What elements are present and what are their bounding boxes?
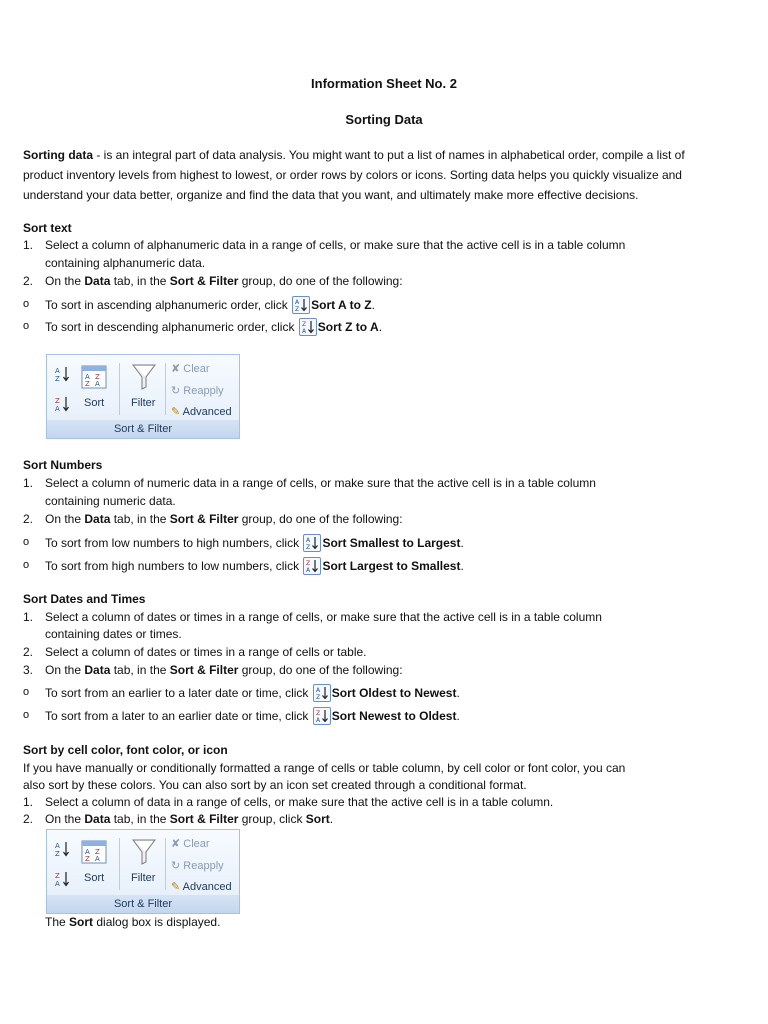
clear-button[interactable]: ✘ Clear	[171, 363, 210, 375]
advanced-filter-icon: ✎	[171, 406, 181, 418]
svg-text:Z: Z	[55, 375, 60, 383]
sort-dates-step1-cont: containing dates or times.	[45, 627, 182, 641]
sort-dialog-icon[interactable]	[81, 840, 107, 867]
sort-dates-bullet1: To sort from an earlier to a later date or time, click A Z Sort Oldest to Newest.	[45, 686, 460, 701]
sort-numbers-step1-cont: containing numeric data.	[45, 494, 176, 508]
ribbon-group-label: Sort & Filter	[47, 895, 239, 913]
step-number: 1.	[23, 476, 34, 490]
sort-button-label[interactable]: Sort	[84, 872, 105, 884]
svg-text:A: A	[295, 299, 300, 306]
clear-icon: ✘	[171, 838, 181, 850]
doc-subtitle: Sorting Data	[345, 112, 423, 127]
filter-button-label[interactable]: Filter	[131, 397, 156, 409]
svg-text:A: A	[55, 405, 60, 413]
filter-button-label[interactable]: Filter	[131, 872, 156, 884]
sort-ascending-icon[interactable]	[54, 365, 72, 386]
svg-text:A: A	[95, 855, 100, 863]
sort-filter-ribbon-group	[46, 354, 240, 439]
intro-paragraph-line2: product inventory levels from highest to lowest, or order rows by colors or icons. Sorting data helps you quickly visualize and	[23, 168, 682, 182]
svg-text:Z: Z	[306, 544, 311, 551]
sort-text-step1-cont: containing alphanumeric data.	[45, 256, 206, 270]
svg-text:Z: Z	[55, 397, 60, 405]
ribbon-divider	[165, 838, 166, 890]
sort-color-paragraph-line2: also sort by these colors. You can also sort by an icon set created through a conditional format.	[23, 778, 527, 792]
svg-text:Z: Z	[95, 373, 100, 381]
ribbon-group-label: Sort & Filter	[47, 420, 239, 438]
ribbon-divider	[165, 363, 166, 415]
sort-descending-icon[interactable]	[54, 395, 72, 416]
sort-text-bullet2: To sort in descending alphanumeric order, click Z A Sort Z to A.	[45, 320, 383, 335]
sort-color-heading: Sort by cell color, font color, or icon	[23, 743, 228, 757]
bullet: o	[23, 536, 30, 548]
sort-dates-heading: Sort Dates and Times	[23, 592, 146, 606]
sort-numbers-bullet1: To sort from low numbers to high numbers, click A Z Sort Smallest to Largest.	[45, 536, 464, 551]
sort-oldest-to-newest-icon[interactable]	[313, 684, 331, 702]
filter-funnel-icon[interactable]	[131, 363, 157, 394]
intro-term: Sorting data	[23, 148, 94, 162]
clear-icon: ✘	[171, 363, 181, 375]
sort-largest-to-smallest-icon[interactable]	[303, 557, 321, 575]
sort-text-step1: Select a column of alphanumeric data in a range of cells, or make sure that the active cell is in a table column	[45, 238, 626, 252]
sort-dates-step3: On the Data tab, in the Sort & Filter group, do one of the following:	[45, 663, 403, 677]
svg-text:A: A	[85, 373, 90, 381]
svg-text:Z: Z	[55, 850, 60, 858]
ribbon-divider	[119, 363, 120, 415]
svg-text:Z: Z	[306, 560, 311, 567]
sort-numbers-step1: Select a column of numeric data in a range of cells, or make sure that the active cell is in a table column	[45, 476, 596, 490]
sort-filter-ribbon-group	[46, 829, 240, 914]
sort-color-step1: Select a column of data in a range of cells, or make sure that the active cell is in a table column.	[45, 795, 554, 809]
sort-color-paragraph-line1: If you have manually or conditionally formatted a range of cells or table column, by cell color or font color, you can	[23, 761, 626, 775]
svg-text:Z: Z	[295, 306, 300, 313]
step-number: 3.	[23, 663, 34, 677]
sort-text-bullet1: To sort in ascending alphanumeric order, click A Z Sort A to Z.	[45, 298, 375, 313]
reapply-button[interactable]: ↻ Reapply	[171, 385, 224, 397]
sort-text-step2: On the Data tab, in the Sort & Filter group, do one of the following:	[45, 274, 403, 288]
svg-text:Z: Z	[315, 694, 320, 701]
sort-text-heading: Sort text	[23, 221, 72, 235]
svg-text:A: A	[301, 328, 306, 335]
svg-text:A: A	[85, 848, 90, 856]
bullet: o	[23, 320, 30, 332]
sort-color-step2: On the Data tab, in the Sort & Filter group, click Sort.	[45, 812, 334, 826]
sort-z-to-a-icon[interactable]	[299, 318, 317, 336]
step-number: 1.	[23, 610, 34, 624]
bullet: o	[23, 559, 30, 571]
advanced-button[interactable]: ✎ Advanced	[171, 881, 232, 893]
intro-paragraph-line3: understand your data better, organize and find the data that you want, and ultimately make more effective decisions.	[23, 188, 639, 202]
reapply-button[interactable]: ↻ Reapply	[171, 860, 224, 872]
svg-text:A: A	[55, 367, 60, 375]
sort-smallest-to-largest-icon[interactable]	[303, 534, 321, 552]
bullet: o	[23, 709, 30, 721]
reapply-icon: ↻	[171, 860, 181, 872]
svg-text:Z: Z	[55, 872, 60, 880]
svg-text:Z: Z	[301, 321, 306, 328]
svg-text:A: A	[315, 717, 320, 724]
svg-text:A: A	[306, 567, 311, 574]
step-number: 2.	[23, 812, 34, 826]
svg-text:Z: Z	[85, 855, 90, 863]
svg-text:Z: Z	[315, 710, 320, 717]
svg-text:Z: Z	[95, 848, 100, 856]
sort-dialog-icon[interactable]	[81, 365, 107, 392]
svg-text:A: A	[95, 380, 100, 388]
step-number: 1.	[23, 238, 34, 252]
sort-dates-step2: Select a column of dates or times in a range of cells or table.	[45, 645, 367, 659]
sort-descending-icon[interactable]	[54, 870, 72, 891]
sort-numbers-step2: On the Data tab, in the Sort & Filter group, do one of the following:	[45, 512, 403, 526]
sort-numbers-heading: Sort Numbers	[23, 458, 103, 472]
sort-dates-step1: Select a column of dates or times in a range of cells, or make sure that the active cell is in a table column	[45, 610, 602, 624]
bullet: o	[23, 686, 30, 698]
sort-dialog-note: The Sort dialog box is displayed.	[45, 915, 221, 929]
sort-dates-bullet2: To sort from a later to an earlier date or time, click Z A Sort Newest to Oldest.	[45, 709, 460, 724]
sort-a-to-z-icon[interactable]	[292, 296, 310, 314]
sort-ascending-icon[interactable]	[54, 840, 72, 861]
sort-numbers-bullet2: To sort from high numbers to low numbers, click Z A Sort Largest to Smallest.	[45, 559, 464, 574]
svg-text:A: A	[55, 880, 60, 888]
step-number: 1.	[23, 795, 34, 809]
reapply-icon: ↻	[171, 385, 181, 397]
intro-paragraph-line1: Sorting data - is an integral part of data analysis. You might want to put a list of names in alphabetical order, compile a list of	[23, 148, 685, 162]
svg-text:Z: Z	[85, 380, 90, 388]
clear-button[interactable]: ✘ Clear	[171, 838, 210, 850]
sort-button-label[interactable]: Sort	[84, 397, 105, 409]
step-number: 2.	[23, 274, 34, 288]
advanced-button[interactable]: ✎ Advanced	[171, 406, 232, 418]
ribbon-divider	[119, 838, 120, 890]
advanced-filter-icon: ✎	[171, 881, 181, 893]
filter-funnel-icon[interactable]	[131, 838, 157, 869]
svg-text:A: A	[55, 842, 60, 850]
svg-text:A: A	[315, 687, 320, 694]
step-number: 2.	[23, 645, 34, 659]
doc-title: Information Sheet No. 2	[311, 76, 457, 91]
svg-text:A: A	[306, 537, 311, 544]
sort-newest-to-oldest-icon[interactable]	[313, 707, 331, 725]
bullet: o	[23, 298, 30, 310]
step-number: 2.	[23, 512, 34, 526]
